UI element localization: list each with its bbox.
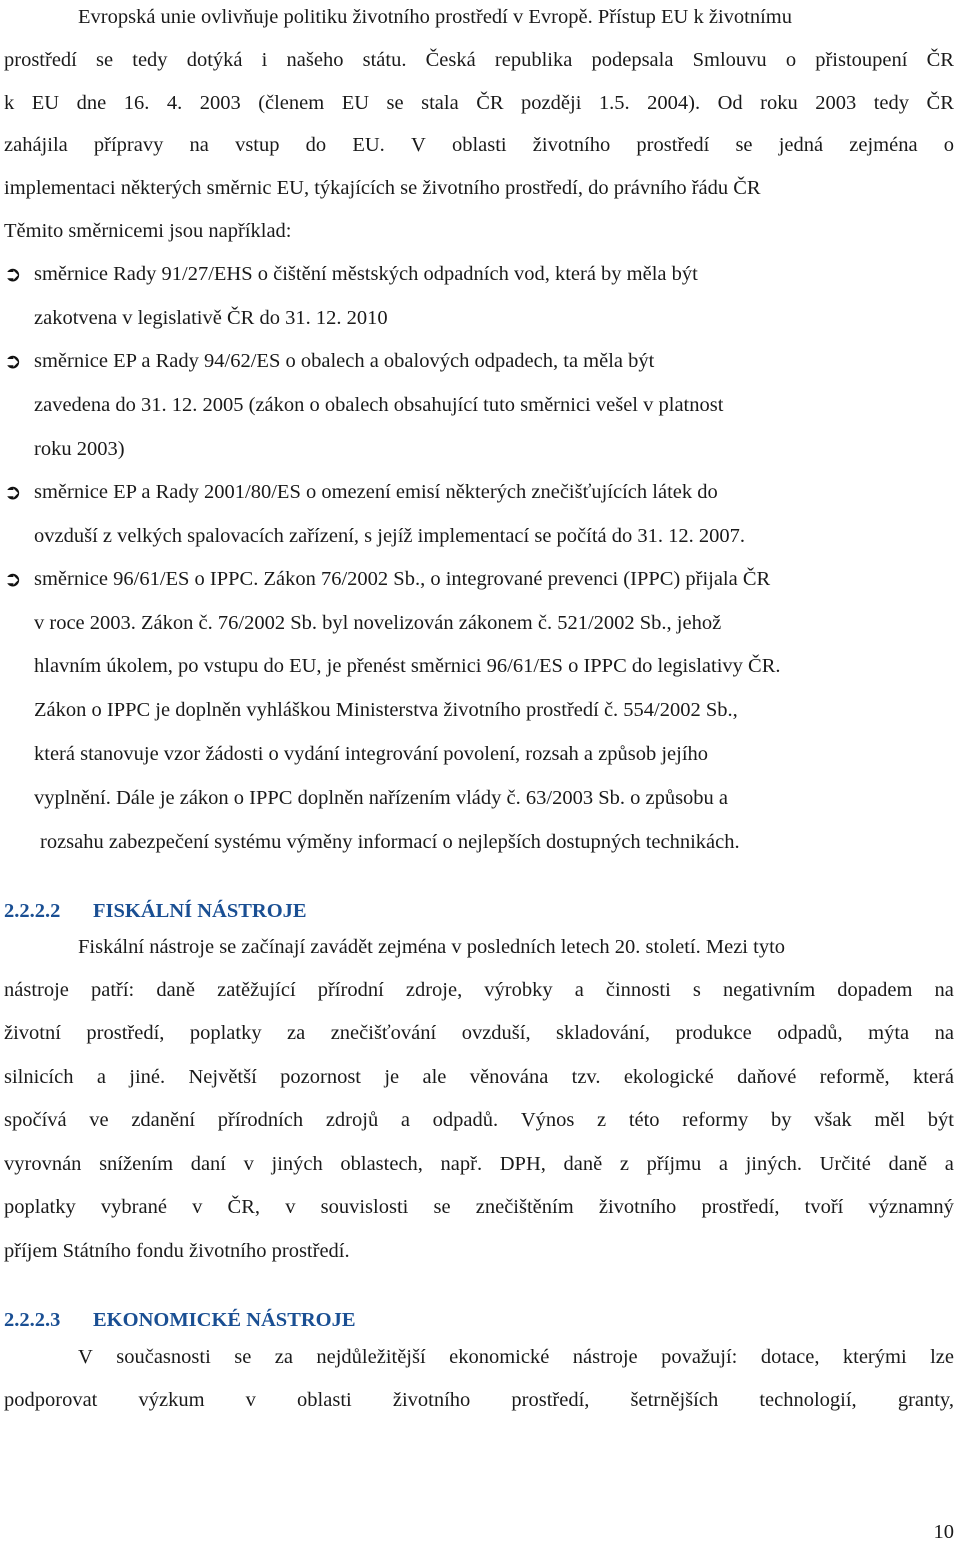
word: dne	[76, 92, 107, 114]
word: považují:	[661, 1346, 738, 1368]
word: V	[78, 1346, 93, 1368]
word: Výnos	[520, 1109, 575, 1131]
word: DPH,	[499, 1153, 546, 1175]
word: ekonomické	[449, 1346, 550, 1368]
word: šetrnějších	[630, 1389, 719, 1411]
word: EU	[31, 92, 60, 114]
page-number: 10	[933, 1521, 954, 1543]
word: dopadem	[837, 979, 913, 1001]
list-item-line: rozsahu zabezpečení systému výměny informací o nejlepších dostupných technikách.	[40, 831, 740, 853]
word: a	[96, 1066, 106, 1088]
word: patří:	[90, 979, 135, 1001]
word: v	[285, 1196, 296, 1218]
section-number: 2.2.2.3	[4, 1309, 61, 1331]
curved-arrow-right-icon: ➲	[4, 349, 22, 373]
section-number: 2.2.2.2	[4, 900, 61, 922]
word: daní	[190, 1153, 226, 1175]
paragraph-line-justified	[4, 91, 954, 115]
word: vybrané	[100, 1196, 167, 1218]
word: poplatky	[189, 1022, 262, 1044]
word: souvislosti	[320, 1196, 409, 1218]
section-heading-fiscal	[4, 899, 307, 923]
word: Největší	[188, 1066, 257, 1088]
word: prostředí,	[86, 1022, 165, 1044]
word: jedná	[778, 134, 824, 156]
word: Od	[717, 92, 743, 114]
paragraph-line-justified	[4, 1388, 954, 1412]
word: státu.	[362, 49, 407, 71]
section-title: EKONOMICKÉ NÁSTROJE	[93, 1309, 356, 1331]
word: oblastech,	[340, 1153, 423, 1175]
list-item-line: která stanovuje vzor žádosti o vydání integrování povolení, rozsah a způsob jejího	[34, 743, 709, 765]
word: pozornost	[280, 1066, 362, 1088]
word: daně	[563, 1153, 603, 1175]
paragraph-line-justified	[4, 1152, 954, 1176]
word: granty,	[897, 1389, 954, 1411]
paragraph-line: Těmito směrnicemi jsou například:	[4, 220, 292, 242]
word: tzv.	[571, 1066, 601, 1088]
word: stala	[421, 92, 459, 114]
word: (členem	[258, 92, 325, 114]
word: za	[274, 1346, 293, 1368]
paragraph-line: implementaci některých směrnic EU, týkajících se životního prostředí, do právního řádu ČR	[4, 177, 761, 199]
word: technologií,	[759, 1389, 857, 1411]
word: ekologické	[623, 1066, 714, 1088]
word: současnosti	[116, 1346, 211, 1368]
word: činnosti	[605, 979, 671, 1001]
word: ČR	[476, 92, 504, 114]
word: by	[770, 1109, 792, 1131]
word: dotýká	[186, 49, 243, 71]
word: roku	[760, 92, 798, 114]
word: ČR,	[227, 1196, 261, 1218]
word: výrobky	[484, 979, 553, 1001]
word: kterými	[842, 1346, 907, 1368]
word: na	[934, 979, 954, 1001]
paragraph-line: příjem Státního fondu životního prostředí.	[4, 1240, 350, 1262]
word: zdanění	[131, 1109, 196, 1131]
word: znečišťování	[330, 1022, 437, 1044]
word: např.	[440, 1153, 483, 1175]
word: přírodních	[217, 1109, 304, 1131]
word: našeho	[286, 49, 344, 71]
word: republika	[494, 49, 573, 71]
word: ČR	[926, 49, 954, 71]
word: tedy	[132, 49, 168, 71]
word: přírodní	[317, 979, 384, 1001]
word: životní	[4, 1022, 61, 1044]
list-item-line: směrnice EP a Rady 2001/80/ES o omezení emisí některých znečišťujících látek do	[34, 481, 718, 503]
word: v	[243, 1153, 254, 1175]
word: i	[261, 49, 268, 71]
word: ovzduší,	[461, 1022, 531, 1044]
word: této	[628, 1109, 660, 1131]
word: a	[944, 1153, 954, 1175]
word: produkce	[675, 1022, 752, 1044]
list-item-line: v roce 2003. Zákon č. 76/2002 Sb. byl novelizován zákonem č. 521/2002 Sb., jehož	[34, 612, 722, 634]
word: jiných.	[745, 1153, 802, 1175]
word: prostředí	[4, 49, 77, 71]
word: však	[814, 1109, 852, 1131]
word: nástroje	[572, 1346, 638, 1368]
word: se	[234, 1346, 252, 1368]
word: ale	[422, 1066, 447, 1088]
word: se	[386, 92, 404, 114]
word: nejdůležitější	[316, 1346, 426, 1368]
word: z	[619, 1153, 629, 1175]
word: přípravy	[93, 134, 164, 156]
word: zejména	[849, 134, 918, 156]
word: k	[4, 92, 15, 114]
paragraph-line-justified	[4, 1065, 954, 1089]
paragraph-line: Evropská unie ovlivňuje politiku životního prostředí v Evropě. Přístup EU k životnímu	[78, 6, 792, 28]
word: být	[927, 1109, 954, 1131]
word: dotace,	[760, 1346, 820, 1368]
word: skladování,	[556, 1022, 650, 1044]
word: jiných	[271, 1153, 323, 1175]
list-item-line: roku 2003)	[34, 438, 125, 460]
curved-arrow-right-icon: ➲	[4, 262, 22, 286]
word: V	[410, 134, 426, 156]
word: životního	[392, 1389, 471, 1411]
word: tedy	[873, 92, 910, 114]
word: podepsala	[591, 49, 674, 71]
word: mýta	[868, 1022, 910, 1044]
list-item-line: zavedena do 31. 12. 2005 (zákon o obalech obsahující tuto směrnici vešel v platnost	[34, 394, 724, 416]
word: ve	[89, 1109, 109, 1131]
word: ČR	[926, 92, 954, 114]
word: vyrovnán	[4, 1153, 82, 1175]
word: se	[735, 134, 753, 156]
word: daně	[888, 1153, 928, 1175]
paragraph-line-justified	[4, 978, 954, 1002]
word: jiné.	[129, 1066, 166, 1088]
word: spočívá	[4, 1109, 67, 1131]
word: EU.	[352, 134, 385, 156]
list-item-line: vyplnění. Dále je zákon o IPPC doplněn nařízením vlády č. 63/2003 Sb. o způsobu a	[34, 787, 729, 809]
paragraph-line-justified	[4, 1108, 954, 1132]
word: reformě,	[819, 1066, 890, 1088]
list-item-line: směrnice Rady 91/27/EHS o čištění městských odpadních vod, která by měla být	[34, 263, 698, 285]
word: příjmu	[646, 1153, 702, 1175]
word: životního	[532, 134, 611, 156]
word: snížením	[99, 1153, 174, 1175]
paragraph-line: Fiskální nástroje se začínají zavádět zejména v posledních letech 20. století. Mezi tyto	[78, 936, 786, 958]
word: poplatky	[4, 1196, 76, 1218]
word: která	[913, 1066, 954, 1088]
word: o	[785, 49, 797, 71]
word: oblasti	[451, 134, 507, 156]
word: podporovat	[4, 1389, 98, 1411]
paragraph-line-justified	[78, 1345, 954, 1369]
word: zdroje,	[405, 979, 463, 1001]
word: Česká	[425, 49, 476, 71]
word: a	[574, 979, 584, 1001]
word: prostředí,	[511, 1389, 590, 1411]
word: o	[943, 134, 954, 156]
word: a	[400, 1109, 410, 1131]
section-heading-economic	[4, 1308, 356, 1332]
list-item-line: ovzduší z velkých spalovacích zařízení, s jejíž implementací se počítá do 31. 12. 2007.	[34, 525, 746, 547]
paragraph-line-justified	[4, 48, 954, 72]
word: reformy	[682, 1109, 749, 1131]
word: nástroje	[4, 979, 69, 1001]
word: lze	[930, 1346, 954, 1368]
word: za	[287, 1022, 306, 1044]
word: a	[718, 1153, 728, 1175]
word: 16.	[123, 92, 150, 114]
word: na	[189, 134, 209, 156]
word: odpadů.	[432, 1109, 499, 1131]
word: na	[934, 1022, 954, 1044]
word: se	[433, 1196, 451, 1218]
paragraph-line-justified	[4, 133, 954, 157]
word: negativním	[722, 979, 816, 1001]
word: zahájila	[4, 134, 68, 156]
word: daně	[156, 979, 196, 1001]
curved-arrow-right-icon: ➲	[4, 567, 22, 591]
word: zatěžující	[217, 979, 296, 1001]
word: Smlouvu	[692, 49, 767, 71]
word: věnována	[469, 1066, 549, 1088]
word: v	[192, 1196, 203, 1218]
word: Určité	[819, 1153, 871, 1175]
curved-arrow-right-icon: ➲	[4, 480, 22, 504]
word: z	[597, 1109, 607, 1131]
word: prostředí	[636, 134, 710, 156]
word: oblasti	[297, 1389, 352, 1411]
word: 2003	[199, 92, 241, 114]
word: do	[305, 134, 327, 156]
word: je	[384, 1066, 400, 1088]
word: životního	[598, 1196, 677, 1218]
word: vstup	[235, 134, 280, 156]
word: s	[692, 979, 701, 1001]
word: se	[96, 49, 114, 71]
list-item-line: zakotvena v legislativě ČR do 31. 12. 2010	[34, 307, 388, 329]
list-item-line: směrnice 96/61/ES o IPPC. Zákon 76/2002 Sb., o integrované prevenci (IPPC) přijala ČR	[34, 568, 771, 590]
word: přistoupení	[815, 49, 908, 71]
word: výzkum	[138, 1389, 205, 1411]
paragraph-line-justified	[4, 1195, 954, 1219]
word: znečištěním	[475, 1196, 574, 1218]
list-item-line: hlavním úkolem, po vstupu do EU, je přenést směrnici 96/61/ES o IPPC do legislativy ČR.	[34, 655, 781, 677]
word: EU	[341, 92, 370, 114]
word: 2003	[815, 92, 857, 114]
word: později	[521, 92, 582, 114]
word: daňové	[737, 1066, 797, 1088]
word: 4.	[166, 92, 183, 114]
word: tvoří	[804, 1196, 844, 1218]
section-title: FISKÁLNÍ NÁSTROJE	[93, 900, 307, 922]
word: silnicích	[4, 1066, 74, 1088]
word: odpadů,	[777, 1022, 843, 1044]
word: prostředí,	[701, 1196, 780, 1218]
word: měl	[874, 1109, 906, 1131]
paragraph-line-justified	[4, 1021, 954, 1045]
word: významný	[868, 1196, 954, 1218]
list-item-line: směrnice EP a Rady 94/62/ES o obalech a obalových odpadech, ta měla být	[34, 350, 655, 372]
word: zdrojů	[325, 1109, 379, 1131]
list-item-line: Zákon o IPPC je doplněn vyhláškou Ministerstva životního prostředí č. 554/2002 Sb.,	[34, 699, 738, 721]
word: 1.5.	[598, 92, 630, 114]
word: 2004).	[647, 92, 701, 114]
word: v	[245, 1389, 256, 1411]
